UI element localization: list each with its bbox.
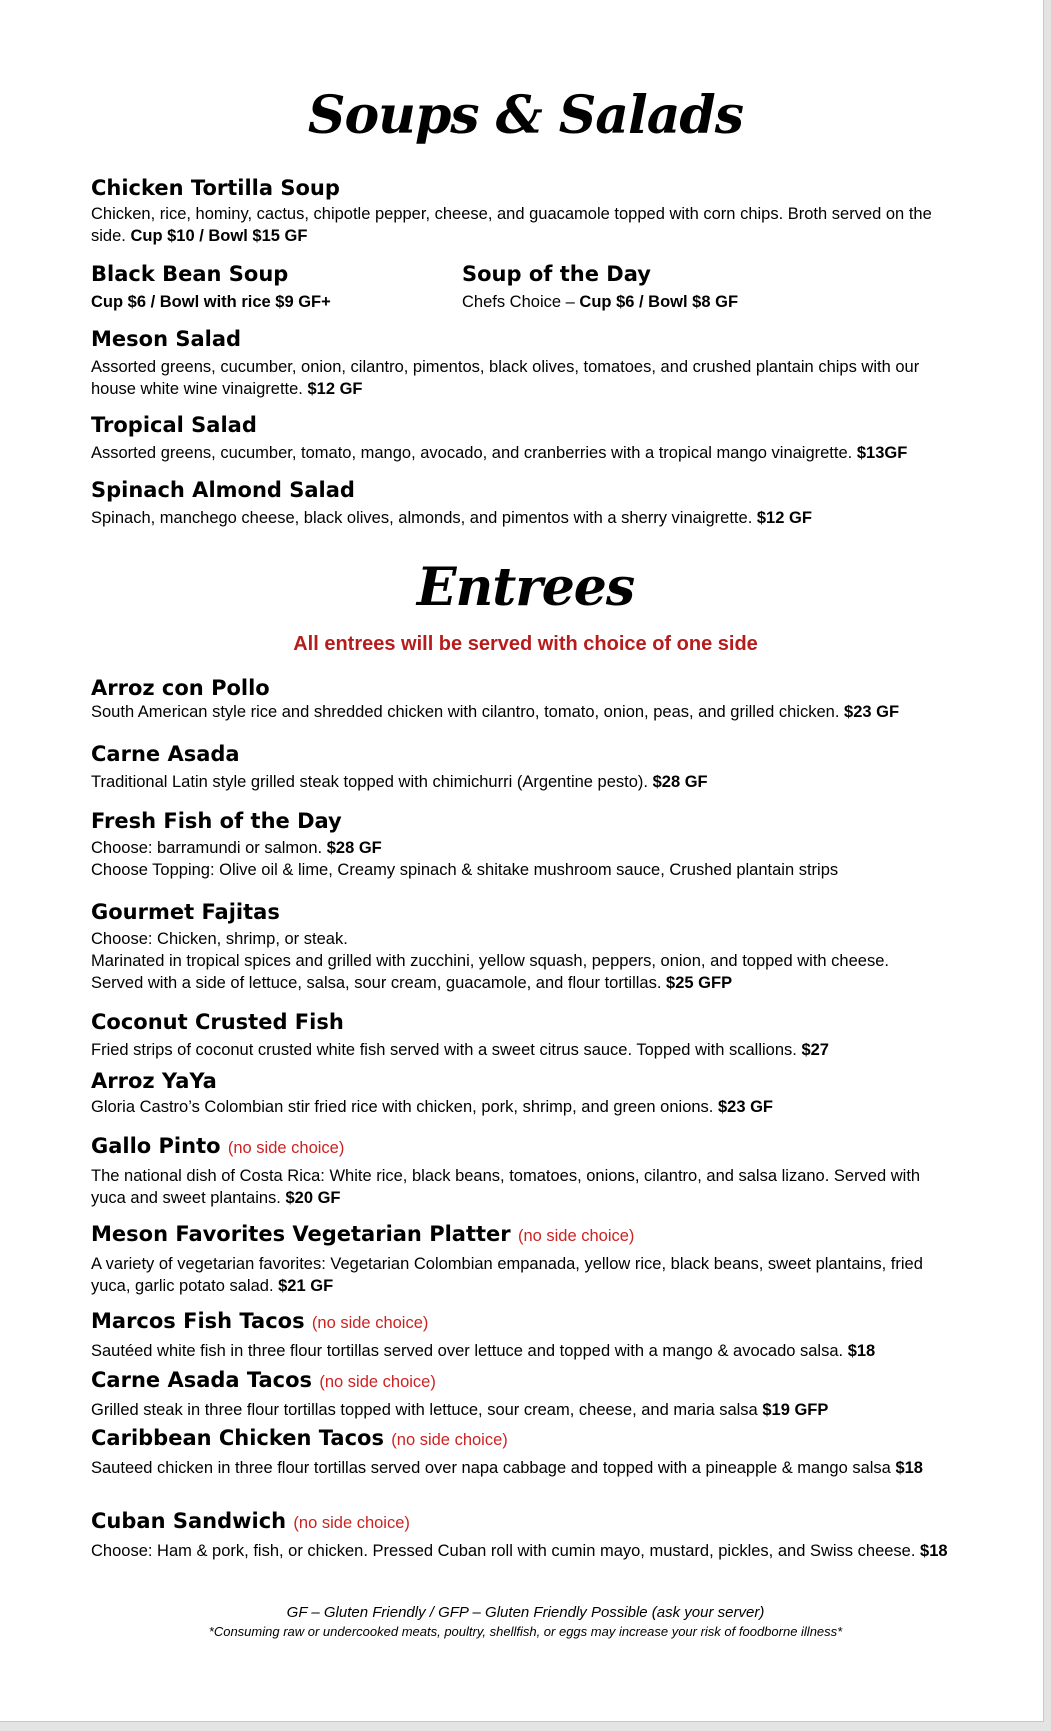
soup-of-the-day xyxy=(462,261,942,313)
item-price: $28 GF xyxy=(326,839,382,857)
item-price: $23 GF xyxy=(844,703,900,721)
item-name: Chicken Tortilla Soup xyxy=(91,176,340,200)
item-name: Spinach Almond Salad xyxy=(91,478,355,502)
coconut-crusted-fish xyxy=(91,1009,951,1061)
gourmet-fajitas xyxy=(91,899,951,994)
item-description: Choose: Chicken, shrimp, or steak. Marinated in tropical spices and grilled with zucchini, yellow squash, peppers, onion, and topped with cheese. Served with a side of lettuce, salsa, sour cream, guacamole, and flour tortillas. $25 GFP xyxy=(91,930,889,992)
fresh-fish-of-the-day xyxy=(91,808,951,881)
item-price: $23 GF xyxy=(717,1098,774,1116)
item-name: Carne Asada xyxy=(91,742,240,766)
cuban-sandwich xyxy=(91,1508,951,1562)
item-name: Carne Asada Tacos (no side choice) xyxy=(91,1368,436,1392)
item-name: Meson Salad xyxy=(91,327,242,351)
item-description: Fried strips of coconut crusted white fish served with a sweet citrus sauce. Topped with scallions. $27 xyxy=(91,1041,829,1059)
item-price: $18 xyxy=(920,1542,948,1560)
item-name: Black Bean Soup xyxy=(91,262,289,286)
arroz-yaya xyxy=(91,1068,951,1118)
chicken-tortilla-soup xyxy=(91,175,951,247)
item-description: Gloria Castro’s Colombian stir fried rice with chicken, pork, shrimp, and green onions. $23 GF xyxy=(91,1098,774,1116)
no-side-note: (no side choice) xyxy=(293,1514,410,1532)
item-description: Chicken, rice, hominy, cactus, chipotle pepper, cheese, and guacamole topped with corn chips. Broth served on the side. Cup $10 / Bowl $15 GF xyxy=(91,205,932,245)
item-name: Coconut Crusted Fish xyxy=(91,1010,344,1034)
item-description: A variety of vegetarian favorites: Vegetarian Colombian empanada, yellow rice, black beans, sweet plantains, fried yuca, garlic potato salad. $21 GF xyxy=(91,1255,923,1295)
marcos-fish-tacos xyxy=(91,1308,951,1362)
no-side-note: (no side choice) xyxy=(227,1139,345,1157)
item-price: $12 GF xyxy=(756,509,812,527)
item-name: Caribbean Chicken Tacos (no side choice) xyxy=(91,1426,508,1450)
item-description: Choose: Ham & pork, fish, or chicken. Pressed Cuban roll with cumin mayo, mustard, pickles, and Swiss cheese. $18 xyxy=(91,1542,948,1560)
spinach-almond-salad xyxy=(91,477,951,529)
item-price: $20 GF xyxy=(285,1189,341,1207)
item-description: Assorted greens, cucumber, onion, cilantro, pimentos, black olives, tomatoes, and crushed plantain chips with our house white wine vinaigrette. $12 GF xyxy=(91,358,920,398)
item-description xyxy=(91,291,421,313)
item-price: Cup $10 / Bowl $15 GF xyxy=(130,227,308,245)
item-description: Assorted greens, cucumber, tomato, mango, avocado, and cranberries with a tropical mango vinaigrette. $13GF xyxy=(91,444,908,462)
item-description: Chefs Choice – Cup $6 / Bowl $8 GF xyxy=(462,293,739,311)
item-price: Cup $6 / Bowl with rice $9 GF+ xyxy=(91,293,331,311)
item-price: $28 GF xyxy=(652,773,708,791)
gluten-legend: GF – Gluten Friendly / GFP – Gluten Friendly Possible (ask your server) xyxy=(286,1604,765,1621)
item-description: Choose: barramundi or salmon. $28 GF Choose Topping: Olive oil & lime, Creamy spinach & shitake mushroom sauce, Crushed plantain strips xyxy=(91,839,839,879)
meson-salad xyxy=(91,326,951,400)
item-description: Sautéed white fish in three flour tortillas served over lettuce and topped with a mango & avocado salsa. $18 xyxy=(91,1342,876,1360)
vegetarian-platter xyxy=(91,1221,951,1297)
item-name: Gallo Pinto (no side choice) xyxy=(91,1134,345,1158)
gallo-pinto xyxy=(91,1133,951,1209)
item-name: Arroz con Pollo xyxy=(91,676,270,700)
item-description: Traditional Latin style grilled steak topped with chimichurri (Argentine pesto). $28 GF xyxy=(91,773,708,791)
item-price: $27 xyxy=(801,1041,829,1059)
item-description: Grilled steak in three flour tortillas topped with lettuce, sour cream, cheese, and maria salsa $19 GFP xyxy=(91,1401,829,1419)
item-name: Tropical Salad xyxy=(91,413,257,437)
item-description: South American style rice and shredded chicken with cilantro, tomato, onion, peas, and grilled chicken. $23 GF xyxy=(91,703,900,721)
no-side-note: (no side choice) xyxy=(311,1314,429,1332)
item-name: Gourmet Fajitas xyxy=(91,900,280,924)
item-name: Soup of the Day xyxy=(462,262,651,286)
entrees-title: Entrees xyxy=(416,557,635,618)
food-safety-warning: *Consuming raw or undercooked meats, poultry, shellfish, or eggs may increase your risk of foodborne illness* xyxy=(208,1624,843,1639)
item-description: Spinach, manchego cheese, black olives, almonds, and pimentos with a sherry vinaigrette. $12 GF xyxy=(91,509,812,527)
item-price: $12 GF xyxy=(307,380,363,398)
no-side-note: (no side choice) xyxy=(391,1431,508,1449)
item-name: Arroz YaYa xyxy=(91,1069,217,1093)
no-side-note: (no side choice) xyxy=(319,1373,436,1391)
item-price: Cup $6 / Bowl $8 GF xyxy=(579,293,739,311)
item-name: Marcos Fish Tacos (no side choice) xyxy=(91,1309,429,1333)
entrees-subtitle: All entrees will be served with choice of one side xyxy=(293,633,758,655)
item-price: $18 xyxy=(895,1459,923,1477)
item-name: Cuban Sandwich (no side choice) xyxy=(91,1509,410,1533)
item-description: Sauteed chicken in three flour tortillas served over napa cabbage and topped with a pineapple & mango salsa $18 xyxy=(91,1459,923,1477)
item-name: Meson Favorites Vegetarian Platter (no side choice) xyxy=(91,1222,635,1246)
item-price: $13GF xyxy=(856,444,908,462)
item-description: The national dish of Costa Rica: White rice, black beans, tomatoes, onions, cilantro, and salsa lizano. Served with yuca and sweet plantains. $20 GF xyxy=(91,1167,921,1207)
no-side-note: (no side choice) xyxy=(517,1227,635,1245)
soups-salads-title: Soups & Salads xyxy=(307,85,744,146)
item-price: $19 GFP xyxy=(762,1401,829,1419)
item-price: $18 xyxy=(847,1342,876,1360)
tropical-salad xyxy=(91,412,951,464)
carne-asada xyxy=(91,741,951,793)
caribbean-chicken-tacos xyxy=(91,1425,951,1479)
arroz-con-pollo xyxy=(91,675,951,723)
item-price: $25 GFP xyxy=(666,974,733,992)
item-name: Fresh Fish of the Day xyxy=(91,809,342,833)
carne-asada-tacos xyxy=(91,1367,951,1421)
item-price: $21 GF xyxy=(278,1277,334,1295)
black-bean-soup xyxy=(91,261,421,313)
